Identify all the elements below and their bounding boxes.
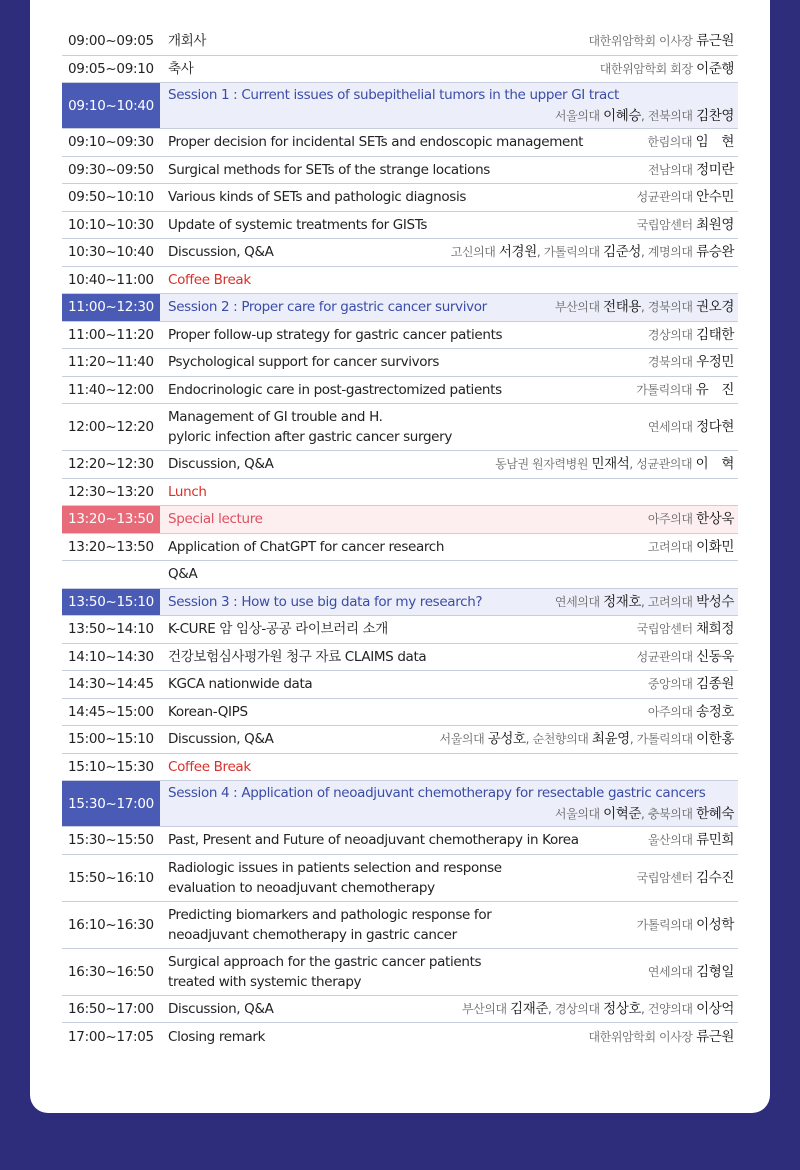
- speakers: 부산의대 김재준, 경상의대 정상호, 건양의대 이상억: [461, 1000, 734, 1017]
- speakers: [631, 188, 734, 206]
- speakers: [642, 538, 734, 556]
- speaker-name: 이한홍: [696, 731, 734, 748]
- speaker-affiliation: 서울의대: [439, 732, 485, 747]
- talk-title: Discussion, Q&A: [168, 1000, 274, 1017]
- speaker-affiliation: 동남권 원자력병원: [495, 457, 589, 472]
- talk-title: Surgical approach for the gastric cancer patients treated with systemic therapy: [168, 953, 482, 990]
- talk-title: 건강보험심사평가원 청구 자료 CLAIMS data: [168, 648, 427, 665]
- session-header-row: [62, 781, 738, 827]
- speakers: [631, 648, 734, 666]
- time-slot: 16:50~17:00: [68, 1000, 154, 1017]
- speaker-affiliation: 한림의대: [647, 135, 693, 150]
- speaker-name: 김찬영: [696, 108, 734, 124]
- speakers: 연세의대 정재호, 고려의대 박성수: [554, 593, 734, 610]
- row-content: [160, 620, 738, 638]
- row-content: [160, 60, 738, 78]
- talk-title: Psychological support for cancer survivors: [168, 354, 440, 371]
- row-content: [160, 161, 738, 179]
- time-slot: 16:30~16:50: [68, 963, 154, 980]
- schedule-row: [62, 902, 738, 949]
- speakers: [582, 32, 734, 50]
- schedule-row: [62, 28, 738, 56]
- speaker-affiliation: 충북의대: [647, 807, 693, 821]
- talk-title: Lunch: [168, 483, 207, 500]
- speaker-affiliation: 고신의대: [450, 245, 496, 260]
- time-slot: 11:00~12:30: [62, 294, 160, 321]
- row-content: [160, 216, 738, 234]
- row-content: [160, 483, 738, 501]
- speaker-affiliation: 서울의대: [554, 807, 600, 821]
- schedule-row: [62, 184, 738, 212]
- row-content: [160, 243, 738, 261]
- row-content: [160, 831, 738, 849]
- row-content: [160, 648, 738, 666]
- time-slot: 09:50~10:10: [68, 189, 154, 206]
- speakers: [642, 703, 734, 721]
- talk-title: Special lecture: [168, 511, 263, 528]
- speaker-name: 이준행: [696, 60, 734, 77]
- speakers: [642, 831, 734, 849]
- schedule-row: [62, 322, 738, 350]
- speaker-name: 김재준: [510, 1000, 549, 1017]
- row-content: [160, 1000, 738, 1018]
- schedule-row: [62, 996, 738, 1024]
- row-content: [160, 133, 738, 151]
- schedule-row: [62, 451, 738, 479]
- time-slot: 10:40~11:00: [68, 271, 154, 288]
- program-table: [62, 28, 738, 1051]
- speakers: [642, 963, 734, 981]
- session-header-row: [62, 294, 738, 322]
- time-slot: 13:50~15:10: [62, 589, 160, 616]
- schedule-row: [62, 239, 738, 267]
- talk-title: Application of ChatGPT for cancer research: [168, 538, 445, 555]
- speakers: [631, 620, 734, 638]
- speaker-name: 이혜승: [603, 108, 642, 124]
- row-content: [160, 758, 738, 776]
- speakers: [641, 133, 734, 151]
- session-title: Session 4 : Application of neoadjuvant chemotherapy for resectable gastric cancers: [168, 785, 706, 801]
- row-content: [160, 326, 738, 344]
- speaker-name: 우정민: [696, 354, 734, 371]
- speakers: [594, 60, 734, 78]
- speaker-affiliation: 대한위암학회 이사장: [588, 34, 693, 49]
- speaker-affiliation: 경북의대: [647, 300, 693, 315]
- schedule-row: [62, 754, 738, 782]
- row-content: [160, 271, 738, 289]
- row-content: [160, 858, 738, 898]
- special-lecture-row: [62, 506, 738, 534]
- row-content: [160, 703, 738, 721]
- time-slot: 13:20~13:50: [62, 506, 160, 533]
- speaker-affiliation: 성균관의대: [636, 457, 693, 472]
- time-slot: 13:20~13:50: [68, 538, 154, 555]
- time-slot: 10:30~10:40: [68, 244, 154, 261]
- schedule-row: [62, 404, 738, 451]
- speaker-name: 정다현: [696, 419, 734, 435]
- talk-title: Korean-QIPS: [168, 703, 248, 720]
- schedule-row: [62, 349, 738, 377]
- time-slot: 16:10~16:30: [68, 916, 154, 933]
- talk-title: Management of GI trouble and H. pyloric infection after gastric cancer surgery: [168, 409, 452, 445]
- talk-title: Past, Present and Future of neoadjuvant chemotherapy in Korea: [168, 832, 579, 849]
- speakers: [631, 869, 734, 887]
- time-slot: 09:30~09:50: [68, 161, 154, 178]
- speaker-affiliation: 연세의대: [647, 964, 693, 979]
- talk-title: Proper follow-up strategy for gastric cancer patients: [168, 326, 503, 343]
- speaker-name: 안수민: [696, 189, 734, 206]
- time-slot: 09:10~10:40: [62, 83, 160, 128]
- speaker-name: 류승완: [696, 244, 734, 261]
- speaker-name: 김형일: [696, 963, 734, 980]
- schedule-row: [62, 129, 738, 157]
- schedule-row: [62, 671, 738, 699]
- time-slot: 12:20~12:30: [68, 456, 154, 473]
- speaker-name: 송정호: [696, 703, 734, 720]
- row-content: [160, 407, 738, 447]
- talk-title: Surgical methods for SETs of the strange locations: [168, 161, 490, 178]
- talk-title: Closing remark: [168, 1028, 266, 1045]
- talk-title: Coffee Break: [168, 758, 251, 775]
- speaker-affiliation: 경북의대: [647, 355, 693, 370]
- row-content: [160, 381, 738, 399]
- talk-title: Various kinds of SETs and pathologic diagnosis: [168, 189, 467, 206]
- session-header-row: [62, 589, 738, 617]
- speaker-affiliation: 고려의대: [647, 594, 693, 609]
- talk-title: Coffee Break: [168, 271, 251, 288]
- speaker-affiliation: 국립암센터: [636, 622, 693, 637]
- speakers: [642, 353, 734, 371]
- talk-title: Predicting biomarkers and pathologic response for neoadjuvant chemotherapy in gastric cancer: [168, 906, 492, 943]
- row-content: [160, 188, 738, 206]
- speaker-name: 류근원: [696, 1028, 734, 1045]
- speakers: 고신의대 서경원, 가톨릭의대 김준성, 계명의대 류승완: [450, 244, 734, 261]
- row-content: [160, 1028, 738, 1046]
- speaker-name: 김태한: [696, 326, 734, 343]
- talk-title: 축사: [168, 60, 194, 77]
- speaker-affiliation: 성균관의대: [636, 190, 693, 205]
- speaker-affiliation: 가톨릭의대: [543, 245, 600, 260]
- speakers: [642, 510, 734, 528]
- speakers: [642, 326, 734, 344]
- speakers: [631, 916, 734, 934]
- time-slot: 15:30~17:00: [62, 781, 160, 826]
- speaker-affiliation: 순천향의대: [532, 732, 589, 747]
- speaker-affiliation: 연세의대: [554, 594, 600, 609]
- speaker-name: 서경원: [498, 244, 537, 261]
- row-content: [160, 905, 738, 945]
- speaker-name: 류근원: [696, 33, 734, 50]
- row-content: [160, 455, 738, 473]
- talk-title: K-CURE 암 임상-공공 라이브러리 소개: [168, 621, 389, 638]
- speaker-name: 유 진: [695, 381, 734, 398]
- speaker-affiliation: 가톨릭의대: [636, 732, 693, 747]
- speaker-name: 김준성: [603, 244, 642, 261]
- speaker-affiliation: 대한위암학회 회장: [599, 61, 693, 76]
- row-content: [160, 353, 738, 371]
- speaker-affiliation: 서울의대: [554, 109, 600, 123]
- speaker-affiliation: 국립암센터: [636, 870, 693, 885]
- program-card: [30, 0, 770, 1113]
- speakers: 서울의대 이혁준, 충북의대 한혜숙: [554, 806, 734, 822]
- speaker-name: 류민희: [696, 832, 734, 849]
- talk-title: Q&A: [168, 566, 198, 583]
- schedule-row: [62, 1023, 738, 1051]
- time-slot: 10:10~10:30: [68, 216, 154, 233]
- row-content: [160, 730, 738, 748]
- schedule-row: [62, 561, 738, 589]
- speaker-name: 정상호: [603, 1000, 642, 1017]
- row-content: [160, 589, 738, 616]
- time-slot: 11:40~12:00: [68, 381, 154, 398]
- schedule-row: [62, 56, 738, 84]
- speaker-name: 이성학: [696, 916, 734, 933]
- time-slot: 14:10~14:30: [68, 648, 154, 665]
- session-header-row: [62, 83, 738, 129]
- time-slot: 12:30~13:20: [68, 483, 154, 500]
- schedule-row: [62, 267, 738, 295]
- speaker-name: 전태용: [603, 299, 642, 316]
- speaker-name: 이상억: [696, 1000, 734, 1017]
- schedule-row: [62, 855, 738, 902]
- speaker-name: 이 혁: [695, 456, 734, 473]
- row-content: [160, 565, 738, 583]
- speaker-name: 이혁준: [603, 806, 642, 822]
- speaker-name: 최원영: [696, 216, 734, 233]
- schedule-row: [62, 827, 738, 855]
- speakers: [582, 1028, 734, 1046]
- schedule-row: [62, 157, 738, 185]
- schedule-row: [62, 479, 738, 507]
- row-content: [160, 294, 738, 321]
- time-slot: 11:20~11:40: [68, 354, 154, 371]
- speakers: 서울의대 이혜승, 전북의대 김찬영: [554, 108, 734, 124]
- schedule-row: [62, 616, 738, 644]
- row-content: [160, 538, 738, 556]
- speakers: [642, 675, 734, 693]
- speaker-affiliation: 가톨릭의대: [636, 917, 693, 932]
- time-slot: 11:00~11:20: [68, 326, 154, 343]
- speakers: 동남권 원자력병원 민재석, 성균관의대 이 혁: [495, 456, 734, 473]
- speaker-affiliation: 울산의대: [647, 833, 693, 848]
- speaker-name: 한상욱: [696, 511, 734, 528]
- speaker-name: 임 현: [695, 134, 734, 151]
- talk-title: Update of systemic treatments for GISTs: [168, 216, 428, 233]
- schedule-row: [62, 949, 738, 996]
- speaker-name: 공성호: [487, 731, 526, 748]
- speaker-affiliation: 부산의대: [461, 1001, 507, 1016]
- speakers: [631, 216, 734, 234]
- talk-title: Radiologic issues in patients selection and response evaluation to neoadjuvant chemotherapy: [168, 859, 502, 896]
- speaker-affiliation: 고려의대: [647, 539, 693, 554]
- speakers: 서울의대 공성호, 순천향의대 최윤영, 가톨릭의대 이한홍: [439, 731, 734, 748]
- time-slot: 17:00~17:05: [68, 1028, 154, 1045]
- time-slot: 15:10~15:30: [68, 758, 154, 775]
- speaker-name: 이화민: [696, 538, 734, 555]
- speaker-name: 김종원: [696, 676, 734, 693]
- schedule-row: [62, 212, 738, 240]
- row-content: [160, 83, 738, 128]
- speakers: [642, 161, 734, 179]
- speaker-name: 정미란: [696, 161, 734, 178]
- session-title: Session 2 : Proper care for gastric cancer survivor: [168, 299, 487, 316]
- talk-title: 개회사: [168, 33, 207, 50]
- speaker-name: 신동욱: [696, 648, 734, 665]
- talk-title: Proper decision for incidental SETs and endoscopic management: [168, 134, 584, 151]
- row-content: [160, 506, 738, 533]
- speaker-affiliation: 전북의대: [647, 109, 693, 123]
- speaker-affiliation: 경상의대: [647, 327, 693, 342]
- speaker-name: 김수진: [696, 869, 734, 886]
- speaker-affiliation: 대한위암학회 이사장: [588, 1029, 693, 1044]
- speaker-affiliation: 전남의대: [647, 162, 693, 177]
- speaker-affiliation: 국립암센터: [636, 217, 693, 232]
- schedule-row: [62, 644, 738, 672]
- row-content: [160, 952, 738, 992]
- time-slot: 15:50~16:10: [68, 869, 154, 886]
- talk-title: Discussion, Q&A: [168, 244, 274, 261]
- schedule-row: [62, 726, 738, 754]
- time-slot: 12:00~12:20: [68, 419, 154, 435]
- speaker-name: 최윤영: [591, 731, 630, 748]
- speaker-affiliation: 가톨릭의대: [636, 382, 693, 397]
- session-title: Session 1 : Current issues of subepithelial tumors in the upper GI tract: [168, 87, 619, 103]
- speakers: [642, 418, 734, 436]
- time-slot: 15:00~15:10: [68, 731, 154, 748]
- speaker-affiliation: 계명의대: [647, 245, 693, 260]
- time-slot: 09:00~09:05: [68, 33, 154, 50]
- speaker-affiliation: 경상의대: [554, 1001, 600, 1016]
- row-content: [160, 675, 738, 693]
- time-slot: 09:10~09:30: [68, 134, 154, 151]
- speaker-affiliation: 아주의대: [647, 512, 693, 527]
- schedule-row: [62, 534, 738, 562]
- time-slot: 09:05~09:10: [68, 60, 154, 77]
- speaker-name: 박성수: [696, 593, 734, 610]
- speaker-affiliation: 연세의대: [647, 420, 693, 434]
- speaker-affiliation: 성균관의대: [636, 649, 693, 664]
- time-slot: 14:30~14:45: [68, 676, 154, 693]
- speaker-affiliation: 건양의대: [647, 1001, 693, 1016]
- time-slot: 14:45~15:00: [68, 703, 154, 720]
- time-slot: 15:30~15:50: [68, 832, 154, 849]
- speaker-affiliation: 부산의대: [554, 300, 600, 315]
- schedule-row: [62, 699, 738, 727]
- speaker-name: 정재호: [603, 593, 642, 610]
- speaker-name: 민재석: [591, 456, 630, 473]
- row-content: [160, 781, 738, 826]
- talk-title: Endocrinologic care in post-gastrectomized patients: [168, 381, 502, 398]
- speaker-affiliation: 중앙의대: [647, 677, 693, 692]
- speaker-name: 채희정: [696, 621, 734, 638]
- schedule-row: [62, 377, 738, 405]
- row-content: [160, 32, 738, 50]
- speaker-name: 한혜숙: [696, 806, 734, 822]
- time-slot: 13:50~14:10: [68, 621, 154, 638]
- talk-title: Discussion, Q&A: [168, 456, 274, 473]
- speakers: [630, 381, 734, 399]
- talk-title: Discussion, Q&A: [168, 731, 274, 748]
- session-title: Session 3 : How to use big data for my research?: [168, 593, 483, 610]
- speaker-affiliation: 아주의대: [647, 704, 693, 719]
- talk-title: KGCA nationwide data: [168, 676, 313, 693]
- speakers: 부산의대 전태용, 경북의대 권오경: [554, 299, 734, 316]
- speaker-name: 권오경: [696, 299, 734, 316]
